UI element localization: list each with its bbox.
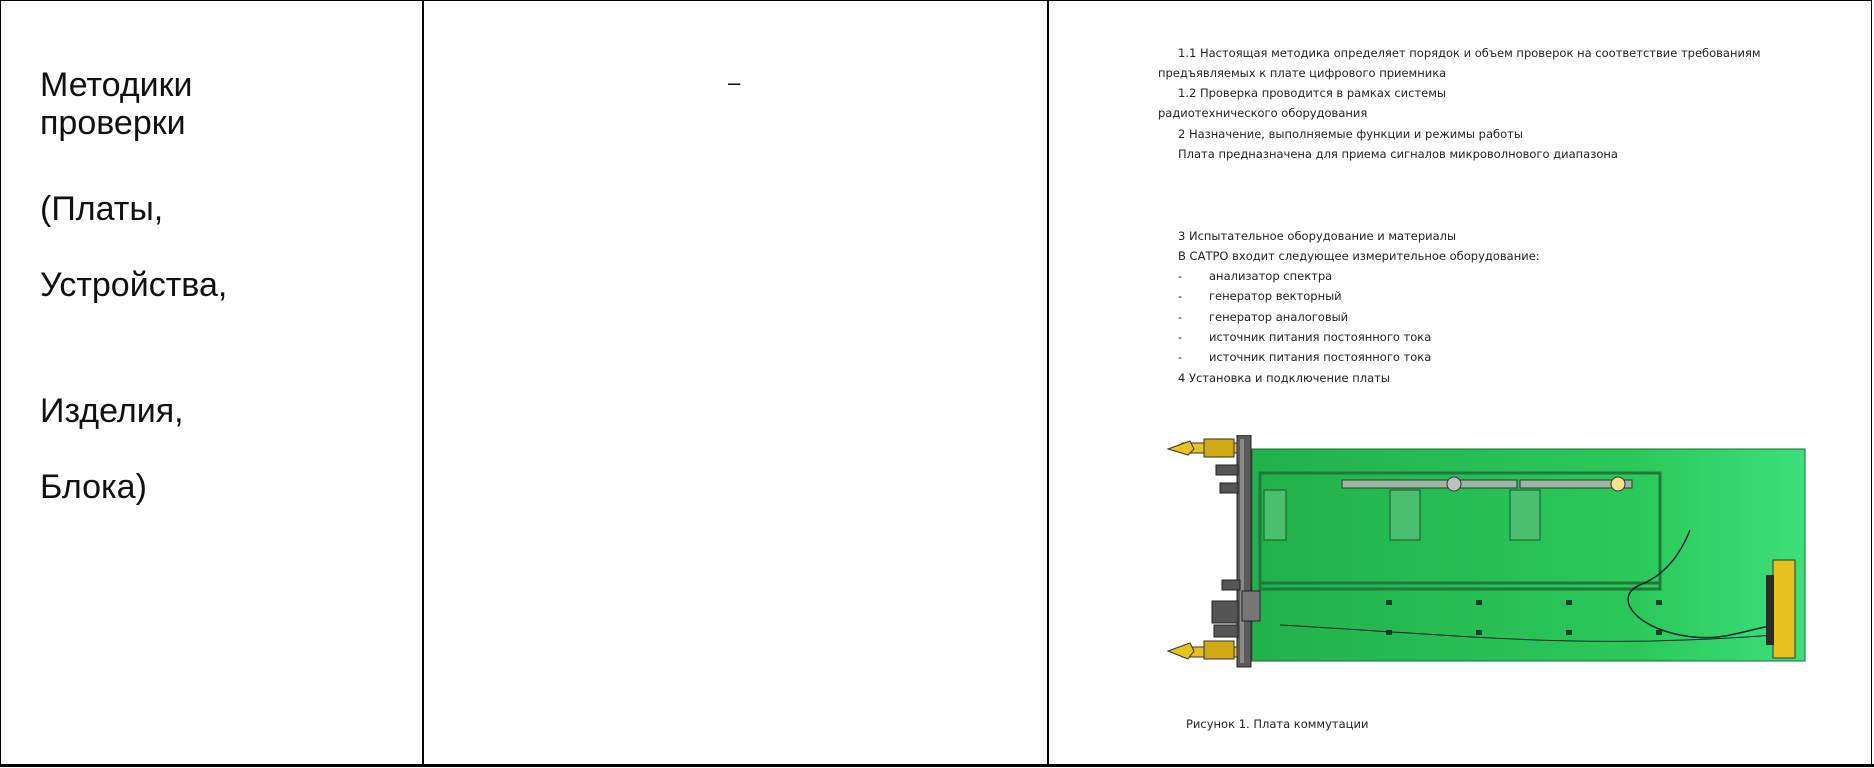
list-item-text: генератор векторный: [1209, 289, 1342, 303]
doc-section-3: 3 Испытательное оборудование и материалы: [1178, 229, 1457, 243]
list-item: [1178, 310, 1349, 324]
doc-para-1-1-cont: предъявляемых к плате цифрового приемника: [1158, 66, 1447, 80]
type-item-block: Блока): [40, 468, 147, 506]
heading-line-2: проверки: [40, 104, 186, 142]
heading-line-1: Методики: [40, 66, 193, 104]
type-item-product: Изделия,: [40, 392, 184, 430]
list-item-text: генератор аналоговый: [1209, 310, 1349, 324]
list-bullet: -: [1178, 310, 1183, 324]
table-bottom-border: [0, 764, 1874, 767]
board-illustration: [1160, 435, 1815, 670]
middle-cell-value: –: [728, 70, 741, 95]
list-item: [1178, 330, 1432, 344]
list-item: [1178, 289, 1342, 303]
backplane-connector: [1773, 560, 1795, 658]
list-item-text: анализатор спектра: [1209, 269, 1333, 283]
column-divider-1: [422, 0, 424, 767]
doc-section-2-text: Плата предназначена для приема сигналов микроволнового диапазона: [1178, 147, 1618, 161]
doc-para-1-2-cont: радиотехнического оборудования: [1158, 106, 1368, 120]
doc-para-1-2: 1.2 Проверка проводится в рамках системы: [1178, 86, 1446, 100]
type-item-device: Устройства,: [40, 266, 228, 304]
list-bullet: -: [1178, 289, 1183, 303]
list-item: [1178, 350, 1432, 364]
list-item-text: источник питания постоянного тока: [1209, 350, 1432, 364]
doc-section-3-intro: В САТРО входит следующее измерительное оборудование:: [1178, 249, 1540, 263]
list-bullet: -: [1178, 350, 1183, 364]
list-item: [1178, 269, 1333, 283]
top-ejector: [1168, 439, 1237, 457]
list-bullet: -: [1178, 269, 1183, 283]
column-divider-2: [1047, 0, 1049, 767]
figure-caption: Рисунок 1. Плата коммутации: [1186, 717, 1369, 731]
type-item-board: (Платы,: [40, 190, 164, 228]
doc-section-2: 2 Назначение, выполняемые функции и режимы работы: [1178, 127, 1523, 141]
doc-para-1-1: 1.1 Настоящая методика определяет порядок и объем проверок на соответствие требованиям: [1178, 46, 1761, 60]
list-bullet: -: [1178, 330, 1183, 344]
bottom-ejector: [1168, 641, 1237, 659]
list-item-text: источник питания постоянного тока: [1209, 330, 1432, 344]
doc-section-4: 4 Установка и подключение платы: [1178, 371, 1390, 385]
